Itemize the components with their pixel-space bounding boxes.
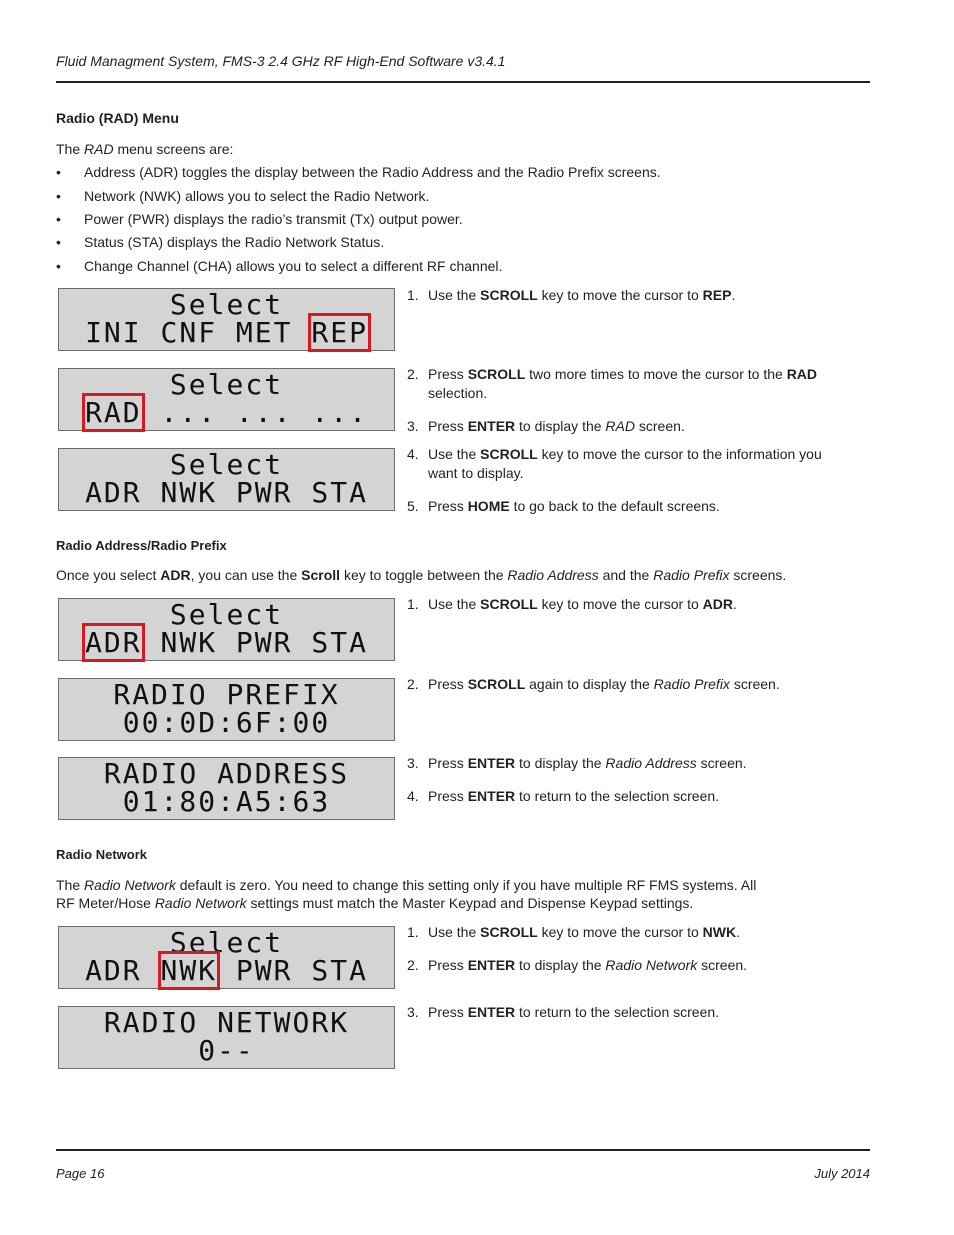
section-heading-address: Radio Address/Radio Prefix bbox=[56, 538, 227, 553]
cursor-highlight: REP bbox=[311, 316, 368, 349]
lcd-line-1: Select bbox=[169, 368, 284, 401]
lcd-screen-rad-menu bbox=[58, 448, 395, 511]
lcd-line-1: Select bbox=[169, 448, 284, 481]
lcd-screen-select-adr bbox=[58, 598, 395, 661]
lcd-line-1: Select bbox=[169, 288, 284, 321]
lcd-screen-select-rep bbox=[58, 288, 395, 351]
lcd-line-2: ADR NWK PWR STA bbox=[85, 626, 368, 659]
lcd-line-2: 00:0D:6F:00 bbox=[122, 706, 331, 739]
lcd-screen-radio-network bbox=[58, 1006, 395, 1069]
address-intro: Once you select ADR, you can use the Scroll key to toggle between the Radio Address and the Radio Prefix screens. bbox=[56, 567, 787, 583]
lcd-line-1: RADIO NETWORK bbox=[103, 1006, 350, 1039]
network-intro-line-2: RF Meter/Hose Radio Network settings must match the Master Keypad and Dispense Keypad settings. bbox=[56, 895, 694, 911]
lcd-line-1: Select bbox=[169, 598, 284, 631]
lcd-screen-select-rad bbox=[58, 368, 395, 431]
footer-rule bbox=[56, 1149, 870, 1151]
lcd-line-2: ADR NWK PWR STA bbox=[85, 954, 368, 987]
lcd-line-1: RADIO PREFIX bbox=[113, 678, 340, 711]
lcd-line-2: ADR NWK PWR STA bbox=[85, 476, 368, 509]
cursor-highlight: ADR bbox=[85, 626, 142, 659]
lcd-line-2: INI CNF MET REP bbox=[85, 316, 368, 349]
lcd-line-2: 01:80:A5:63 bbox=[122, 785, 331, 818]
lcd-line-2: RAD ... ... ... bbox=[85, 396, 368, 429]
lcd-screen-select-nwk bbox=[58, 926, 395, 989]
lcd-screen-radio-address bbox=[58, 757, 395, 820]
lcd-line-1: RADIO ADDRESS bbox=[103, 757, 350, 790]
header-rule bbox=[56, 81, 870, 83]
cursor-highlight: RAD bbox=[85, 396, 142, 429]
rad-intro: The RAD menu screens are: bbox=[56, 141, 234, 157]
section-heading-network: Radio Network bbox=[56, 847, 148, 862]
lcd-line-2: 0-- bbox=[198, 1034, 255, 1067]
network-intro-line-1: The Radio Network default is zero. You need to change this setting only if you have multiple RF FMS systems. All bbox=[56, 877, 757, 893]
lcd-line-1: Select bbox=[169, 926, 284, 959]
cursor-highlight: NWK bbox=[160, 954, 218, 987]
page-header: Fluid Managment System, FMS-3 2.4 GHz RF High-End Software v3.4.1 bbox=[56, 53, 506, 69]
page-number: Page 16 bbox=[56, 1166, 105, 1181]
section-heading-rad: Radio (RAD) Menu bbox=[56, 110, 179, 126]
footer-date: July 2014 bbox=[814, 1166, 870, 1181]
lcd-screen-radio-prefix bbox=[58, 678, 395, 741]
